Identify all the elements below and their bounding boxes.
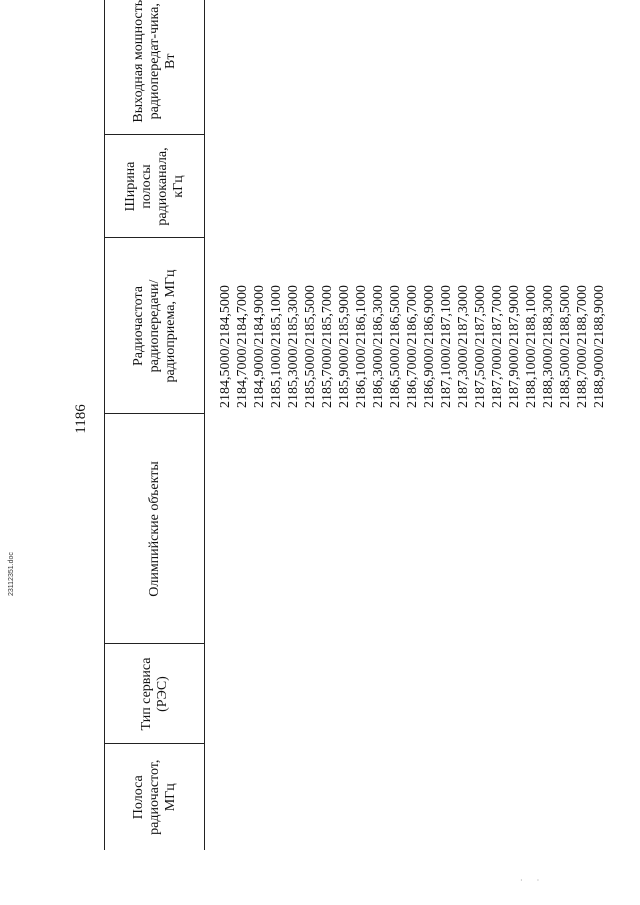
header-olympic-objects: Олимпийские объекты — [105, 414, 205, 644]
frequency-value: 2186,7000/2186,7000 — [405, 285, 420, 408]
frequency-value: 2185,1000/2185,1000 — [269, 285, 284, 408]
frequency-value: 2188,1000/2188,1000 — [524, 285, 539, 408]
frequency-value: 2184,5000/2184,5000 — [218, 285, 233, 408]
frequency-value: 2187,7000/2187,7000 — [490, 285, 505, 408]
frequency-value: 2184,7000/2184,7000 — [235, 285, 250, 408]
frequency-value: 2188,9000/2188,9000 — [592, 285, 607, 408]
frequency-value: 2187,9000/2187,9000 — [507, 285, 522, 408]
cell-output-power — [205, 0, 609, 135]
table-row — [205, 0, 609, 850]
frequency-value: 2185,9000/2185,9000 — [337, 285, 352, 408]
frequency-value: 2188,5000/2188,5000 — [558, 285, 573, 408]
cell-service-type — [205, 644, 609, 744]
header-output-power: Выходная мощность радиопередат-чика, Вт — [105, 0, 205, 135]
header-channel-bandwidth: Ширина полосы радиоканала, кГц — [105, 135, 205, 238]
frequency-value: 2186,9000/2186,9000 — [422, 285, 437, 408]
page-number: 1186 — [73, 404, 89, 434]
frequency-value: 2187,1000/2187,1000 — [439, 285, 454, 408]
frequency-table — [104, 0, 608, 850]
header-tx-rx-frequency: Радиочастота радиопередачи/ радиоприема, МГц — [105, 238, 205, 414]
rotated-sheet — [72, 0, 607, 850]
frequency-value: 2187,5000/2187,5000 — [473, 285, 488, 408]
frequency-value: 2186,3000/2186,3000 — [371, 285, 386, 408]
frequency-value: 2186,5000/2186,5000 — [388, 285, 403, 408]
frequency-value: 2186,1000/2186,1000 — [354, 285, 369, 408]
footer-marks: · · — [520, 876, 546, 885]
frequency-value: 2184,9000/2184,9000 — [252, 285, 267, 408]
frequency-value: 2185,5000/2185,5000 — [303, 285, 318, 408]
header-frequency-band: Полоса радиочастот, МГц — [105, 744, 205, 850]
cell-frequency-list — [205, 238, 609, 414]
cell-frequency-band — [205, 744, 609, 850]
frequency-value: 2188,3000/2188,3000 — [541, 285, 556, 408]
frequency-value: 2185,3000/2185,3000 — [286, 285, 301, 408]
cell-channel-bandwidth — [205, 135, 609, 238]
frequency-value: 2188,7000/2188,7000 — [575, 285, 590, 408]
document-file-code: 23112351.doc — [8, 552, 15, 596]
cell-olympic-objects — [205, 414, 609, 644]
frequency-value: 2185,7000/2185,7000 — [320, 285, 335, 408]
frequency-value: 2187,3000/2187,3000 — [456, 285, 471, 408]
header-service-type: Тип сервиса (РЭС) — [105, 644, 205, 744]
table-header-row — [105, 0, 205, 850]
